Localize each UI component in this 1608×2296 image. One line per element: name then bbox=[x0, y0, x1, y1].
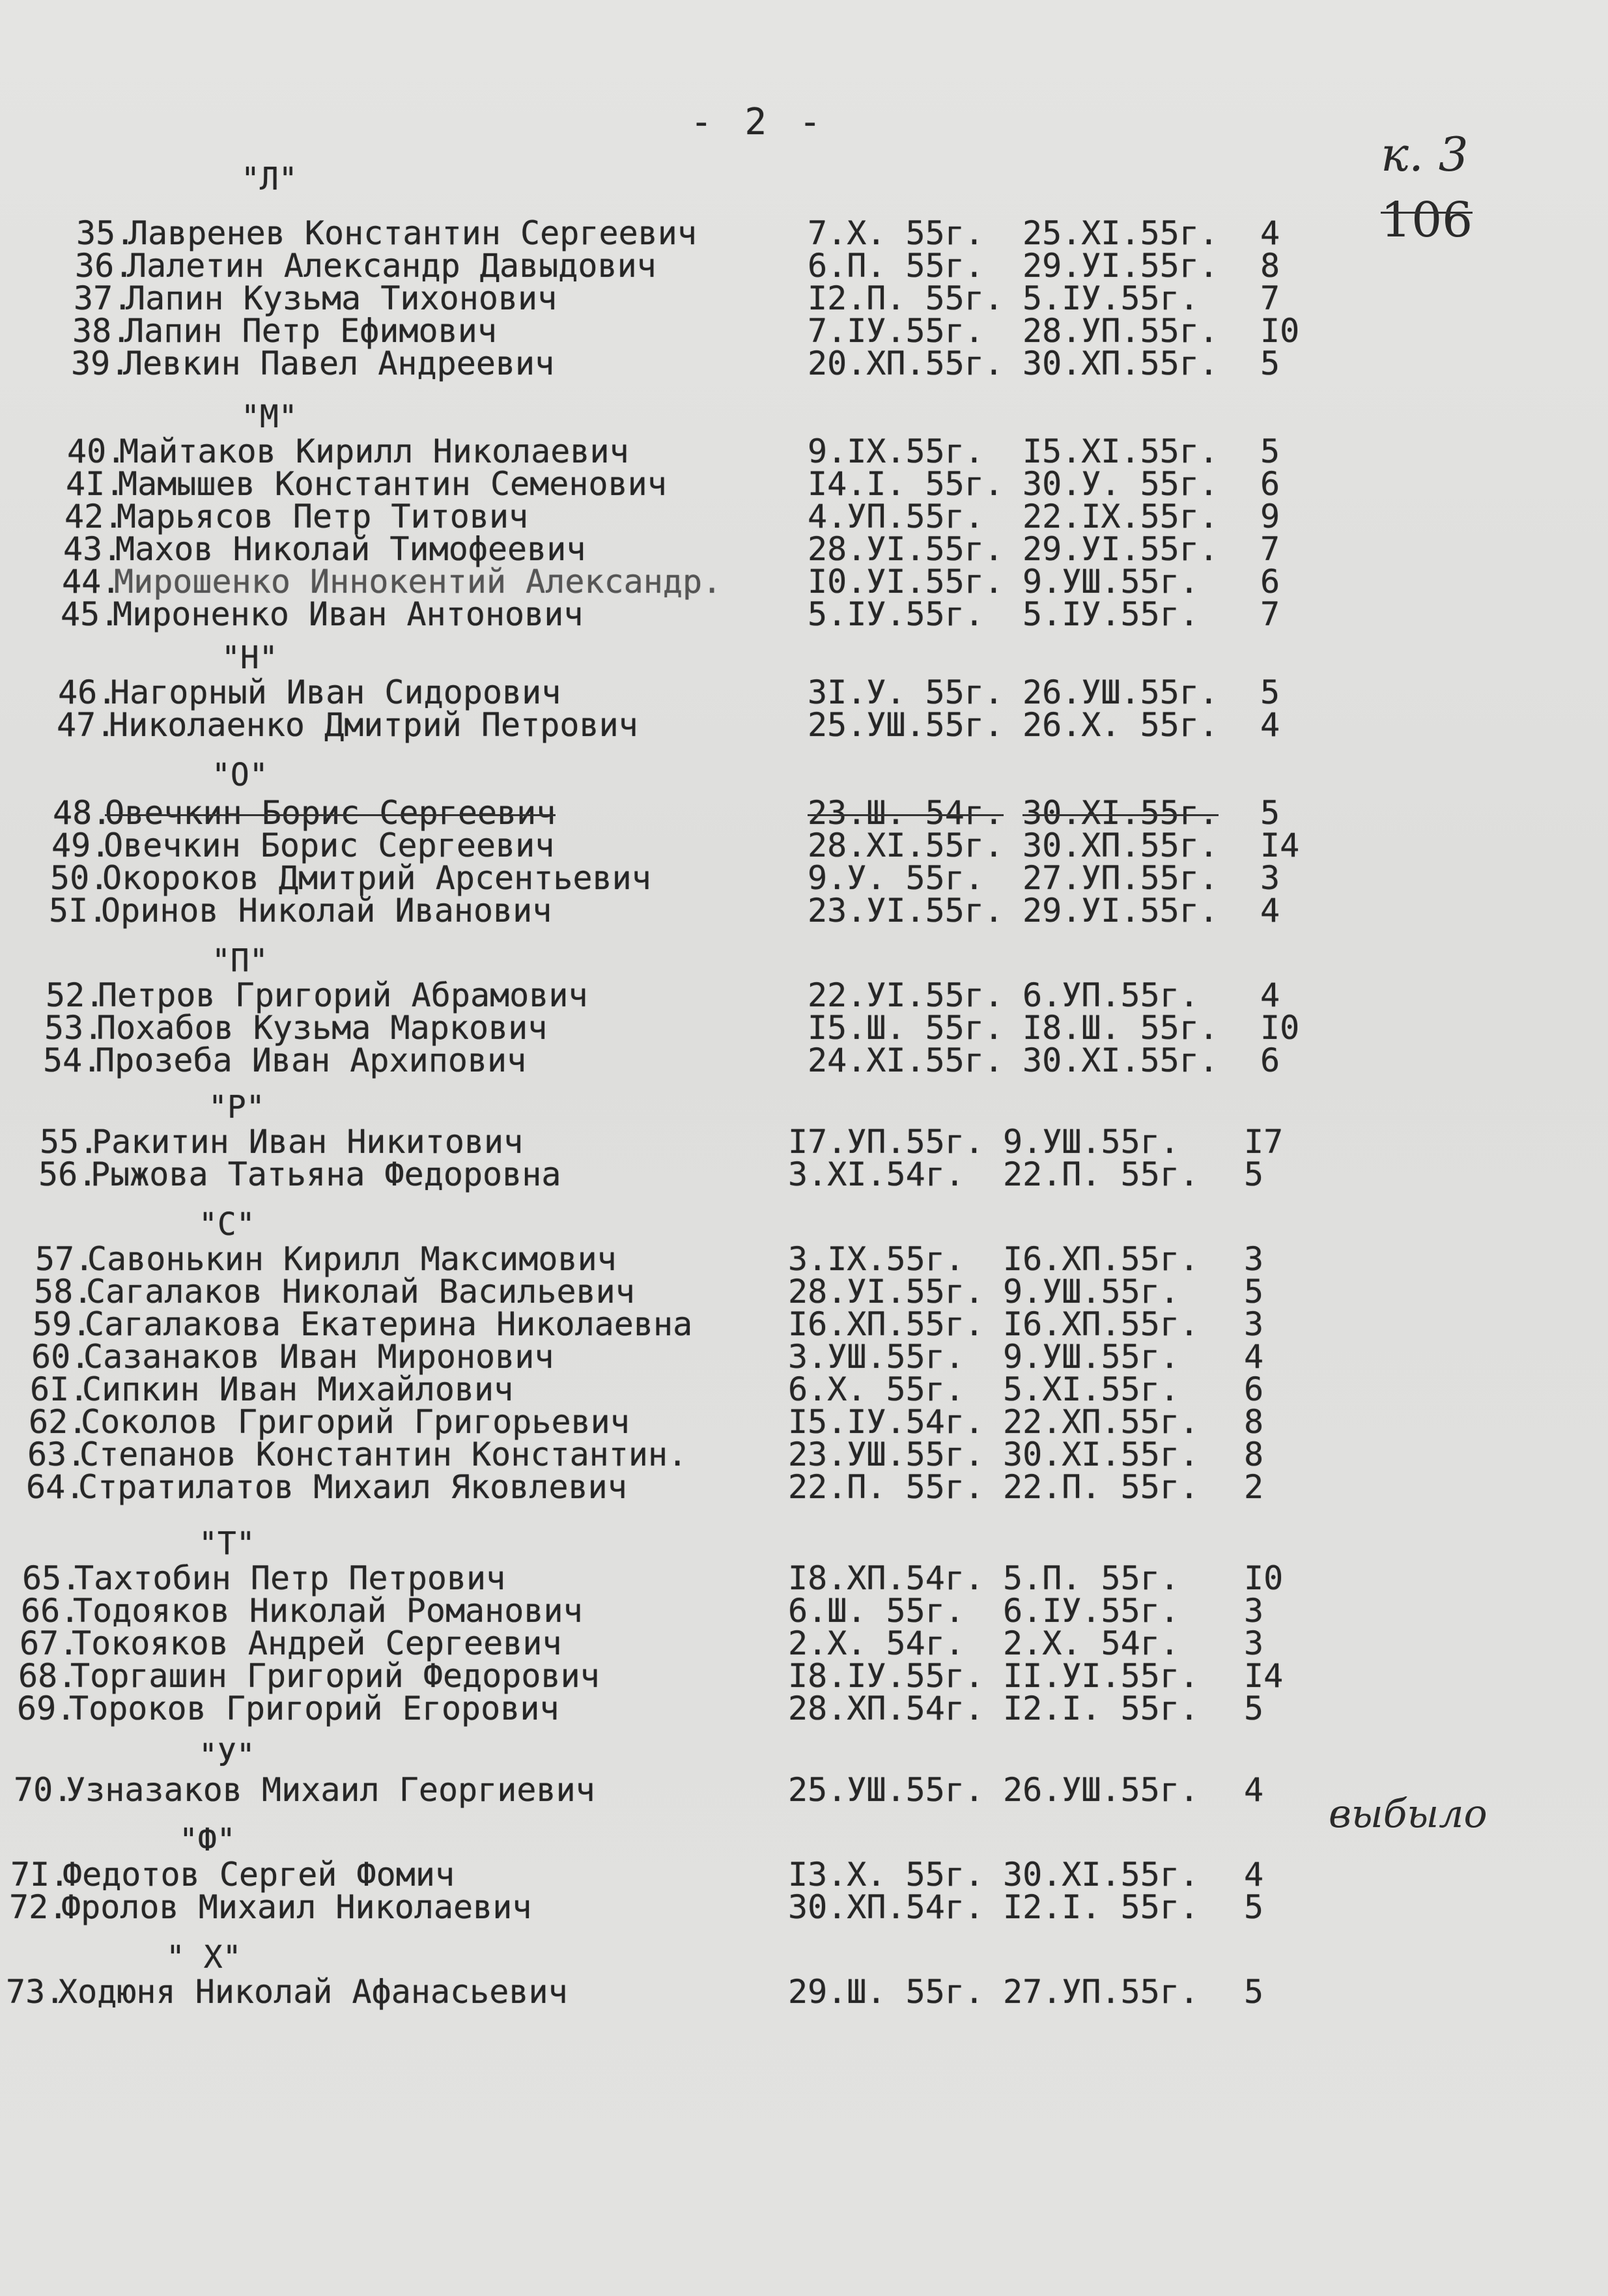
row-number: 57. bbox=[35, 1240, 94, 1278]
list-row bbox=[0, 1856, 1608, 1893]
letter-header: "Л" bbox=[241, 161, 298, 197]
list-row bbox=[0, 1889, 1608, 1925]
row-number: 58. bbox=[34, 1273, 93, 1311]
days-count: 7 bbox=[1260, 279, 1280, 317]
page-number: - 2 - bbox=[690, 101, 826, 143]
date-to: 22.ХП.55г. bbox=[1003, 1403, 1200, 1441]
date-from: I5.Ш. 55г. bbox=[808, 1009, 1004, 1047]
days-count: 5 bbox=[1260, 673, 1280, 711]
date-to: I2.I. 55г. bbox=[1003, 1888, 1200, 1926]
list-row bbox=[0, 1772, 1608, 1808]
list-row bbox=[0, 498, 1608, 535]
date-to: 26.Х. 55г. bbox=[1023, 706, 1219, 744]
row-number: 60. bbox=[31, 1338, 91, 1376]
list-row bbox=[0, 1560, 1608, 1596]
row-number: 40. bbox=[67, 432, 126, 470]
days-count: 8 bbox=[1260, 247, 1280, 285]
employee-name: Похабов Кузьма Маркович bbox=[96, 1009, 548, 1047]
list-row bbox=[0, 892, 1608, 929]
row-number: 35. bbox=[76, 214, 135, 252]
days-count: 4 bbox=[1260, 214, 1280, 252]
list-row bbox=[0, 531, 1608, 567]
employee-name: Окороков Дмитрий Арсентьевич bbox=[102, 859, 651, 897]
date-to: 6.IУ.55г. bbox=[1003, 1592, 1179, 1630]
days-count: 5 bbox=[1244, 1888, 1264, 1926]
date-to: 5.IУ.55г. bbox=[1023, 279, 1199, 317]
row-number: 7I. bbox=[10, 1856, 70, 1893]
employee-name: Узназаков Михаил Георгиевич bbox=[66, 1771, 595, 1809]
employee-name: Петров Григорий Абрамович bbox=[98, 976, 588, 1014]
list-row bbox=[0, 674, 1608, 711]
list-row bbox=[0, 1042, 1608, 1079]
date-to: 27.УП.55г. bbox=[1023, 859, 1219, 897]
date-from: 7.IУ.55г. bbox=[808, 312, 984, 350]
row-number: 4I. bbox=[66, 465, 125, 503]
date-to: 2.Х. 54г. bbox=[1003, 1624, 1179, 1662]
date-from: 3.XI.54г. bbox=[788, 1155, 965, 1193]
list-row bbox=[0, 1690, 1608, 1727]
list-row bbox=[0, 1241, 1608, 1277]
employee-name: Мироненко Иван Антонович bbox=[113, 595, 584, 633]
letter-header: "О" bbox=[212, 757, 268, 793]
row-number: 49. bbox=[51, 827, 111, 864]
days-count: 8 bbox=[1244, 1436, 1264, 1473]
days-count: 5 bbox=[1244, 1155, 1264, 1193]
employee-name: Тодояков Николай Романович bbox=[73, 1592, 583, 1630]
date-to: 5.П. 55г. bbox=[1003, 1559, 1179, 1597]
handwritten-old-count: 106 bbox=[1381, 192, 1473, 248]
employee-name: Оринов Николай Иванович bbox=[101, 892, 552, 929]
list-row bbox=[0, 795, 1608, 831]
list-row bbox=[0, 827, 1608, 864]
list-row bbox=[0, 1156, 1608, 1193]
list-row bbox=[0, 1436, 1608, 1473]
date-to: I5.XI.55г. bbox=[1023, 432, 1219, 470]
row-number: 36. bbox=[75, 247, 134, 285]
date-from: 6.Х. 55г. bbox=[788, 1370, 965, 1408]
letter-header: " Х" bbox=[166, 1939, 242, 1976]
list-row bbox=[0, 563, 1608, 600]
row-number: 54. bbox=[43, 1042, 102, 1079]
days-count: 6 bbox=[1260, 1042, 1280, 1079]
row-number: 64. bbox=[26, 1468, 85, 1506]
employee-name: Прозеба Иван Архипович bbox=[95, 1042, 527, 1079]
date-from: 9.IX.55г. bbox=[808, 432, 984, 470]
days-count: I0 bbox=[1260, 312, 1300, 350]
list-row bbox=[0, 1469, 1608, 1505]
list-row bbox=[0, 280, 1608, 317]
date-to: 30.ХП.55г. bbox=[1023, 345, 1219, 382]
date-from: 23.Ш. 54г. bbox=[808, 794, 1004, 832]
date-from: 7.Х. 55г. bbox=[808, 214, 984, 252]
list-row bbox=[0, 1339, 1608, 1375]
date-from: I5.IУ.54г. bbox=[788, 1403, 985, 1441]
employee-name: Токояков Андрей Сергеевич bbox=[72, 1624, 562, 1662]
days-count: 8 bbox=[1244, 1403, 1264, 1441]
row-number: 44. bbox=[62, 563, 121, 601]
days-count: 5 bbox=[1260, 794, 1280, 832]
employee-name: Овечкин Борис Сергеевич bbox=[104, 827, 555, 864]
date-to: 9.УШ.55г. bbox=[1023, 563, 1199, 601]
date-from: 24.XI.55г. bbox=[808, 1042, 1004, 1079]
list-row bbox=[0, 433, 1608, 470]
days-count: 4 bbox=[1260, 976, 1280, 1014]
list-row bbox=[0, 1010, 1608, 1046]
date-from: 5.IУ.55г. bbox=[808, 595, 984, 633]
date-from: I7.УП.55г. bbox=[788, 1123, 985, 1161]
employee-name: Нагорный Иван Сидорович bbox=[110, 673, 561, 711]
list-row bbox=[0, 1306, 1608, 1342]
date-to: 27.УП.55г. bbox=[1003, 1973, 1200, 2011]
row-number: 63. bbox=[27, 1436, 87, 1473]
date-from: 6.П. 55г. bbox=[808, 247, 984, 285]
employee-name: Сазанаков Иван Миронович bbox=[83, 1338, 554, 1376]
date-to: 22.IX.55г. bbox=[1023, 498, 1219, 535]
employee-name: Лалетин Александр Давыдович bbox=[127, 247, 656, 285]
employee-name: Ходюня Николай Афанасьевич bbox=[58, 1973, 568, 2011]
employee-name: Лапин Петр Ефимович bbox=[124, 312, 497, 350]
days-count: 3 bbox=[1244, 1624, 1264, 1662]
list-row bbox=[0, 1371, 1608, 1408]
date-from: 28.УI.55г. bbox=[788, 1273, 985, 1311]
employee-name: Тахтобин Петр Петрович bbox=[74, 1559, 506, 1597]
date-to: 30.ХП.55г. bbox=[1023, 827, 1219, 864]
days-count: 3 bbox=[1244, 1240, 1264, 1278]
row-number: 50. bbox=[50, 859, 109, 897]
letter-header: "Т" bbox=[199, 1525, 255, 1562]
employee-name: Савонькин Кирилл Максимович bbox=[87, 1240, 617, 1278]
employee-name: Махов Николай Тимофеевич bbox=[115, 530, 586, 568]
row-number: 47. bbox=[57, 706, 116, 744]
list-row bbox=[0, 1593, 1608, 1629]
date-to: 5.XI.55г. bbox=[1003, 1370, 1179, 1408]
date-to: 29.УI.55г. bbox=[1023, 530, 1219, 568]
date-to: I6.ХП.55г. bbox=[1003, 1240, 1200, 1278]
days-count: I0 bbox=[1260, 1009, 1300, 1047]
employee-name: Левкин Павел Андреевич bbox=[123, 345, 555, 382]
employee-name: Сипкин Иван Михайлович bbox=[82, 1370, 514, 1408]
date-from: 20.ХП.55г. bbox=[808, 345, 1004, 382]
date-to: 26.УШ.55г. bbox=[1003, 1771, 1200, 1809]
row-number: 66. bbox=[21, 1592, 80, 1630]
list-row bbox=[0, 977, 1608, 1013]
date-from: 22.П. 55г. bbox=[788, 1468, 985, 1506]
date-from: I4.I. 55г. bbox=[808, 465, 1004, 503]
days-count: 6 bbox=[1260, 563, 1280, 601]
employee-name: Лавренев Константин Сергеевич bbox=[128, 214, 697, 252]
date-from: 2.Х. 54г. bbox=[788, 1624, 965, 1662]
row-number: 52. bbox=[46, 976, 105, 1014]
date-from: 23.УШ.55г. bbox=[788, 1436, 985, 1473]
handwritten-note: выбыло bbox=[1329, 1791, 1488, 1837]
date-from: I3.Х. 55г. bbox=[788, 1856, 985, 1893]
letter-header: "Ф" bbox=[179, 1822, 236, 1858]
list-row bbox=[0, 1273, 1608, 1310]
days-count: 6 bbox=[1244, 1370, 1264, 1408]
date-from: 25.УШ.55г. bbox=[788, 1771, 985, 1809]
employee-name: Фролов Михаил Николаевич bbox=[61, 1888, 532, 1926]
date-from: I8.ХП.54г. bbox=[788, 1559, 985, 1597]
days-count: 5 bbox=[1244, 1973, 1264, 2011]
date-to: 30.XI.55г. bbox=[1023, 794, 1219, 832]
days-count: 5 bbox=[1244, 1690, 1264, 1727]
list-row bbox=[0, 313, 1608, 349]
employee-name: Сагалаков Николай Васильевич bbox=[86, 1273, 635, 1311]
row-number: 6I. bbox=[30, 1370, 89, 1408]
date-to: 9.УШ.55г. bbox=[1003, 1123, 1179, 1161]
employee-name: Мамышев Константин Семенович bbox=[118, 465, 667, 503]
date-to: 30.XI.55г. bbox=[1003, 1856, 1200, 1893]
date-from: 3.IX.55г. bbox=[788, 1240, 965, 1278]
employee-name: Соколов Григорий Григорьевич bbox=[81, 1403, 630, 1441]
date-to: 29.УI.55г. bbox=[1023, 247, 1219, 285]
row-number: 65. bbox=[22, 1559, 81, 1597]
days-count: I0 bbox=[1244, 1559, 1284, 1597]
row-number: 67. bbox=[20, 1624, 79, 1662]
letter-header: "Н" bbox=[221, 640, 278, 676]
row-number: 59. bbox=[33, 1305, 92, 1343]
date-from: 28.ХП.54г. bbox=[788, 1690, 985, 1727]
date-to: 30.XI.55г. bbox=[1003, 1436, 1200, 1473]
list-row bbox=[0, 1124, 1608, 1160]
date-from: 25.УШ.55г. bbox=[808, 706, 1004, 744]
date-from: I6.ХП.55г. bbox=[788, 1305, 985, 1343]
row-number: 48. bbox=[53, 794, 112, 832]
employee-name: Степанов Константин Константин. bbox=[79, 1436, 688, 1473]
days-count: 4 bbox=[1244, 1856, 1264, 1893]
employee-name: Рыжова Татьяна Федоровна bbox=[91, 1155, 561, 1193]
row-number: 5I. bbox=[49, 892, 108, 929]
letter-header: "М" bbox=[241, 399, 298, 435]
letter-header: "Р" bbox=[208, 1089, 265, 1126]
row-number: 42. bbox=[64, 498, 124, 535]
date-from: 9.У. 55г. bbox=[808, 859, 984, 897]
date-to: II.УI.55г. bbox=[1003, 1657, 1200, 1695]
list-row bbox=[0, 248, 1608, 284]
date-to: 30.У. 55г. bbox=[1023, 465, 1219, 503]
days-count: 5 bbox=[1260, 432, 1280, 470]
row-number: 46. bbox=[58, 673, 117, 711]
date-to: I8.Ш. 55г. bbox=[1023, 1009, 1219, 1047]
date-to: 25.XI.55г. bbox=[1023, 214, 1219, 252]
days-count: I4 bbox=[1244, 1657, 1284, 1695]
date-to: 5.IУ.55г. bbox=[1023, 595, 1199, 633]
date-from: 3.УШ.55г. bbox=[788, 1338, 965, 1376]
row-number: 55. bbox=[40, 1123, 99, 1161]
days-count: 4 bbox=[1244, 1771, 1264, 1809]
list-row bbox=[0, 1658, 1608, 1694]
date-from: 22.УI.55г. bbox=[808, 976, 1004, 1014]
row-number: 37. bbox=[74, 279, 133, 317]
row-number: 68. bbox=[18, 1657, 78, 1695]
list-row bbox=[0, 1974, 1608, 2010]
employee-name: Тороков Григорий Егорович bbox=[69, 1690, 559, 1727]
days-count: 3 bbox=[1244, 1592, 1264, 1630]
date-to: 29.УI.55г. bbox=[1023, 892, 1219, 929]
date-from: 30.ХП.54г. bbox=[788, 1888, 985, 1926]
employee-name: Ракитин Иван Никитович bbox=[92, 1123, 524, 1161]
employee-name: Овечкин Борис Сергеевич bbox=[105, 794, 556, 832]
date-to: I2.I. 55г. bbox=[1003, 1690, 1200, 1727]
row-number: 53. bbox=[44, 1009, 104, 1047]
list-row bbox=[0, 466, 1608, 502]
date-to: 9.УШ.55г. bbox=[1003, 1338, 1179, 1376]
days-count: 4 bbox=[1260, 706, 1280, 744]
date-from: 3I.У. 55г. bbox=[808, 673, 1004, 711]
date-to: 28.УП.55г. bbox=[1023, 312, 1219, 350]
list-row bbox=[0, 707, 1608, 743]
row-number: 72. bbox=[9, 1888, 68, 1926]
list-row bbox=[0, 596, 1608, 632]
row-number: 69. bbox=[17, 1690, 76, 1727]
date-from: I0.УI.55г. bbox=[808, 563, 1004, 601]
days-count: 2 bbox=[1244, 1468, 1264, 1506]
date-from: 28.XI.55г. bbox=[808, 827, 1004, 864]
days-count: 5 bbox=[1260, 345, 1280, 382]
employee-name: Федотов Сергей Фомич bbox=[63, 1856, 455, 1893]
days-count: I7 bbox=[1244, 1123, 1284, 1161]
employee-name: Николаенко Дмитрий Петрович bbox=[109, 706, 638, 744]
days-count: 5 bbox=[1244, 1273, 1264, 1311]
row-number: 70. bbox=[14, 1771, 73, 1809]
date-from: I8.IУ.55г. bbox=[788, 1657, 985, 1695]
days-count: 3 bbox=[1244, 1305, 1264, 1343]
days-count: 9 bbox=[1260, 498, 1280, 535]
days-count: 7 bbox=[1260, 595, 1280, 633]
list-row bbox=[0, 1625, 1608, 1662]
employee-name: Майтаков Кирилл Николаевич bbox=[119, 432, 629, 470]
date-to: 26.УШ.55г. bbox=[1023, 673, 1219, 711]
row-number: 39. bbox=[71, 345, 130, 382]
date-from: 23.УI.55г. bbox=[808, 892, 1004, 929]
date-to: 6.УП.55г. bbox=[1023, 976, 1199, 1014]
date-to: 22.П. 55г. bbox=[1003, 1468, 1200, 1506]
row-number: 45. bbox=[61, 595, 120, 633]
days-count: 3 bbox=[1260, 859, 1280, 897]
row-number: 43. bbox=[63, 530, 122, 568]
employee-name: Марьясов Петр Титович bbox=[117, 498, 529, 535]
row-number: 56. bbox=[38, 1155, 98, 1193]
employee-name: Лапин Кузьма Тихонович bbox=[126, 279, 557, 317]
date-from: 4.УП.55г. bbox=[808, 498, 984, 535]
letter-header: "У" bbox=[199, 1737, 255, 1774]
list-row bbox=[0, 1404, 1608, 1440]
days-count: 6 bbox=[1260, 465, 1280, 503]
days-count: I4 bbox=[1260, 827, 1300, 864]
employee-name: Мирошенко Иннокентий Александр. bbox=[114, 563, 722, 601]
handwritten-folder-number: к. 3 bbox=[1381, 127, 1469, 182]
date-from: 6.Ш. 55г. bbox=[788, 1592, 965, 1630]
row-number: 38. bbox=[72, 312, 132, 350]
date-to: 22.П. 55г. bbox=[1003, 1155, 1200, 1193]
employee-name: Торгашин Григорий Федорович bbox=[70, 1657, 600, 1695]
days-count: 4 bbox=[1244, 1338, 1264, 1376]
list-row bbox=[0, 345, 1608, 382]
date-from: I2.П. 55г. bbox=[808, 279, 1004, 317]
employee-name: Стратилатов Михаил Яковлевич bbox=[78, 1468, 627, 1506]
date-to: 30.XI.55г. bbox=[1023, 1042, 1219, 1079]
row-number: 62. bbox=[29, 1403, 88, 1441]
days-count: 7 bbox=[1260, 530, 1280, 568]
date-to: I6.ХП.55г. bbox=[1003, 1305, 1200, 1343]
date-to: 9.УШ.55г. bbox=[1003, 1273, 1179, 1311]
employee-name: Сагалакова Екатерина Николаевна bbox=[85, 1305, 693, 1343]
letter-header: "П" bbox=[212, 942, 268, 979]
letter-header: "С" bbox=[199, 1206, 255, 1243]
row-number: 73. bbox=[6, 1973, 65, 2011]
list-row bbox=[0, 215, 1608, 251]
date-from: 29.Ш. 55г. bbox=[788, 1973, 985, 2011]
date-from: 28.УI.55г. bbox=[808, 530, 1004, 568]
list-row bbox=[0, 860, 1608, 896]
days-count: 4 bbox=[1260, 892, 1280, 929]
